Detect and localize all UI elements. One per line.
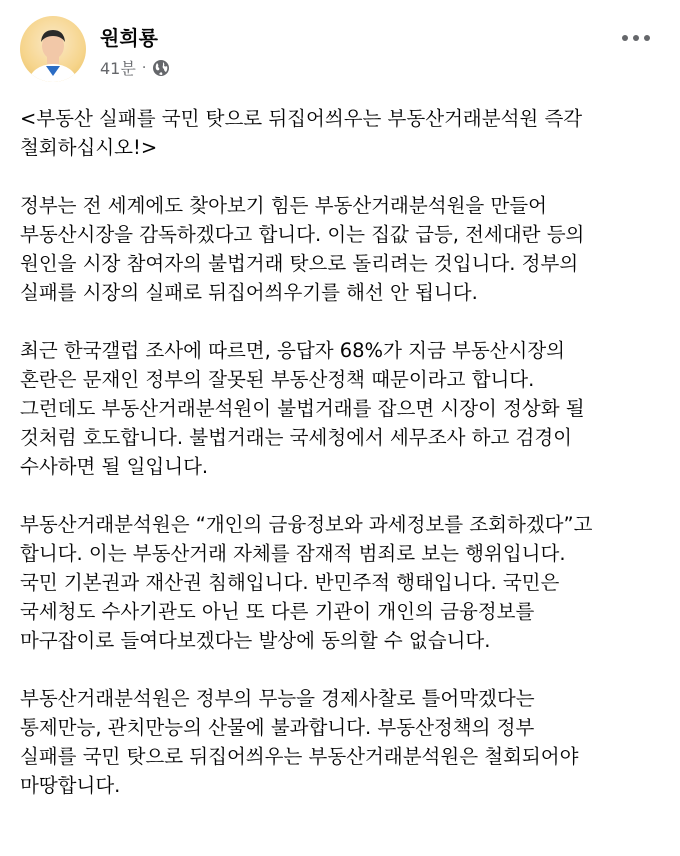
post-line: 원인을 시장 참여자의 불법거래 탓으로 돌리려는 것입니다. 정부의 xyxy=(20,252,579,275)
post-line: 것처럼 호도합니다. 불법거래는 국세청에서 세무조사 하고 검경이 xyxy=(20,426,572,449)
post-line: 국민 기본권과 재산권 침해입니다. 반민주적 행태입니다. 국민은 xyxy=(20,571,560,594)
post-line: 부동산시장을 감독하겠다고 합니다. 이는 집값 급등, 전세대란 등의 xyxy=(20,223,585,246)
more-options-icon[interactable] xyxy=(616,26,656,50)
post-body xyxy=(20,104,665,829)
post-paragraph xyxy=(20,104,665,162)
globe-icon[interactable] xyxy=(152,59,170,77)
post-line: 국세청도 수사기관도 아닌 또 다른 기관이 개인의 금융정보를 xyxy=(20,600,535,623)
post-line: 최근 한국갤럽 조사에 따르면, 응답자 68%가 지금 부동산시장의 xyxy=(20,339,566,362)
post-timestamp[interactable]: 41분 xyxy=(100,59,136,78)
post-line: 마구잡이로 들여다보겠다는 발상에 동의할 수 없습니다. xyxy=(20,629,491,652)
post-line: 그런데도 부동산거래분석원이 불법거래를 잡으면 시장이 정상화 될 xyxy=(20,397,585,420)
post-line: 혼란은 문재인 정부의 잘못된 부동산정책 때문이라고 합니다. xyxy=(20,368,535,391)
post-paragraph xyxy=(20,510,665,655)
post-line: <부동산 실패를 국민 탓으로 뒤집어씌우는 부동산거래분석원 즉각 xyxy=(20,107,583,130)
post-paragraph xyxy=(20,336,665,481)
post-meta xyxy=(100,56,170,79)
post-paragraph xyxy=(20,684,665,800)
post-header xyxy=(20,16,660,88)
more-dot xyxy=(622,35,628,41)
post-paragraph xyxy=(20,191,665,307)
post-line: 실패를 시장의 실패로 뒤집어씌우기를 해선 안 됩니다. xyxy=(20,281,478,304)
post-line: 실패를 국민 탓으로 뒤집어씌우는 부동산거래분석원은 철회되어야 xyxy=(20,745,579,768)
author-name[interactable]: 원희룡 xyxy=(100,26,158,50)
post-line: 정부는 전 세계에도 찾아보기 힘든 부동산거래분석원을 만들어 xyxy=(20,194,547,217)
post-line: 철회하십시오!> xyxy=(20,136,158,159)
author-avatar[interactable] xyxy=(20,16,86,82)
post-line: 수사하면 될 일입니다. xyxy=(20,455,209,478)
more-dot xyxy=(633,35,639,41)
post-line: 마땅합니다. xyxy=(20,774,121,797)
meta-separator: · xyxy=(141,59,147,76)
more-dot xyxy=(644,35,650,41)
post-line: 통제만능, 관치만능의 산물에 불과합니다. 부동산정책의 정부 xyxy=(20,716,535,739)
post-line: 부동산거래분석원은 “개인의 금융정보와 과세정보를 조회하겠다”고 xyxy=(20,513,593,536)
post-line: 합니다. 이는 부동산거래 자체를 잠재적 범죄로 보는 행위입니다. xyxy=(20,542,566,565)
post-line: 부동산거래분석원은 정부의 무능을 경제사찰로 틀어막겠다는 xyxy=(20,687,535,710)
